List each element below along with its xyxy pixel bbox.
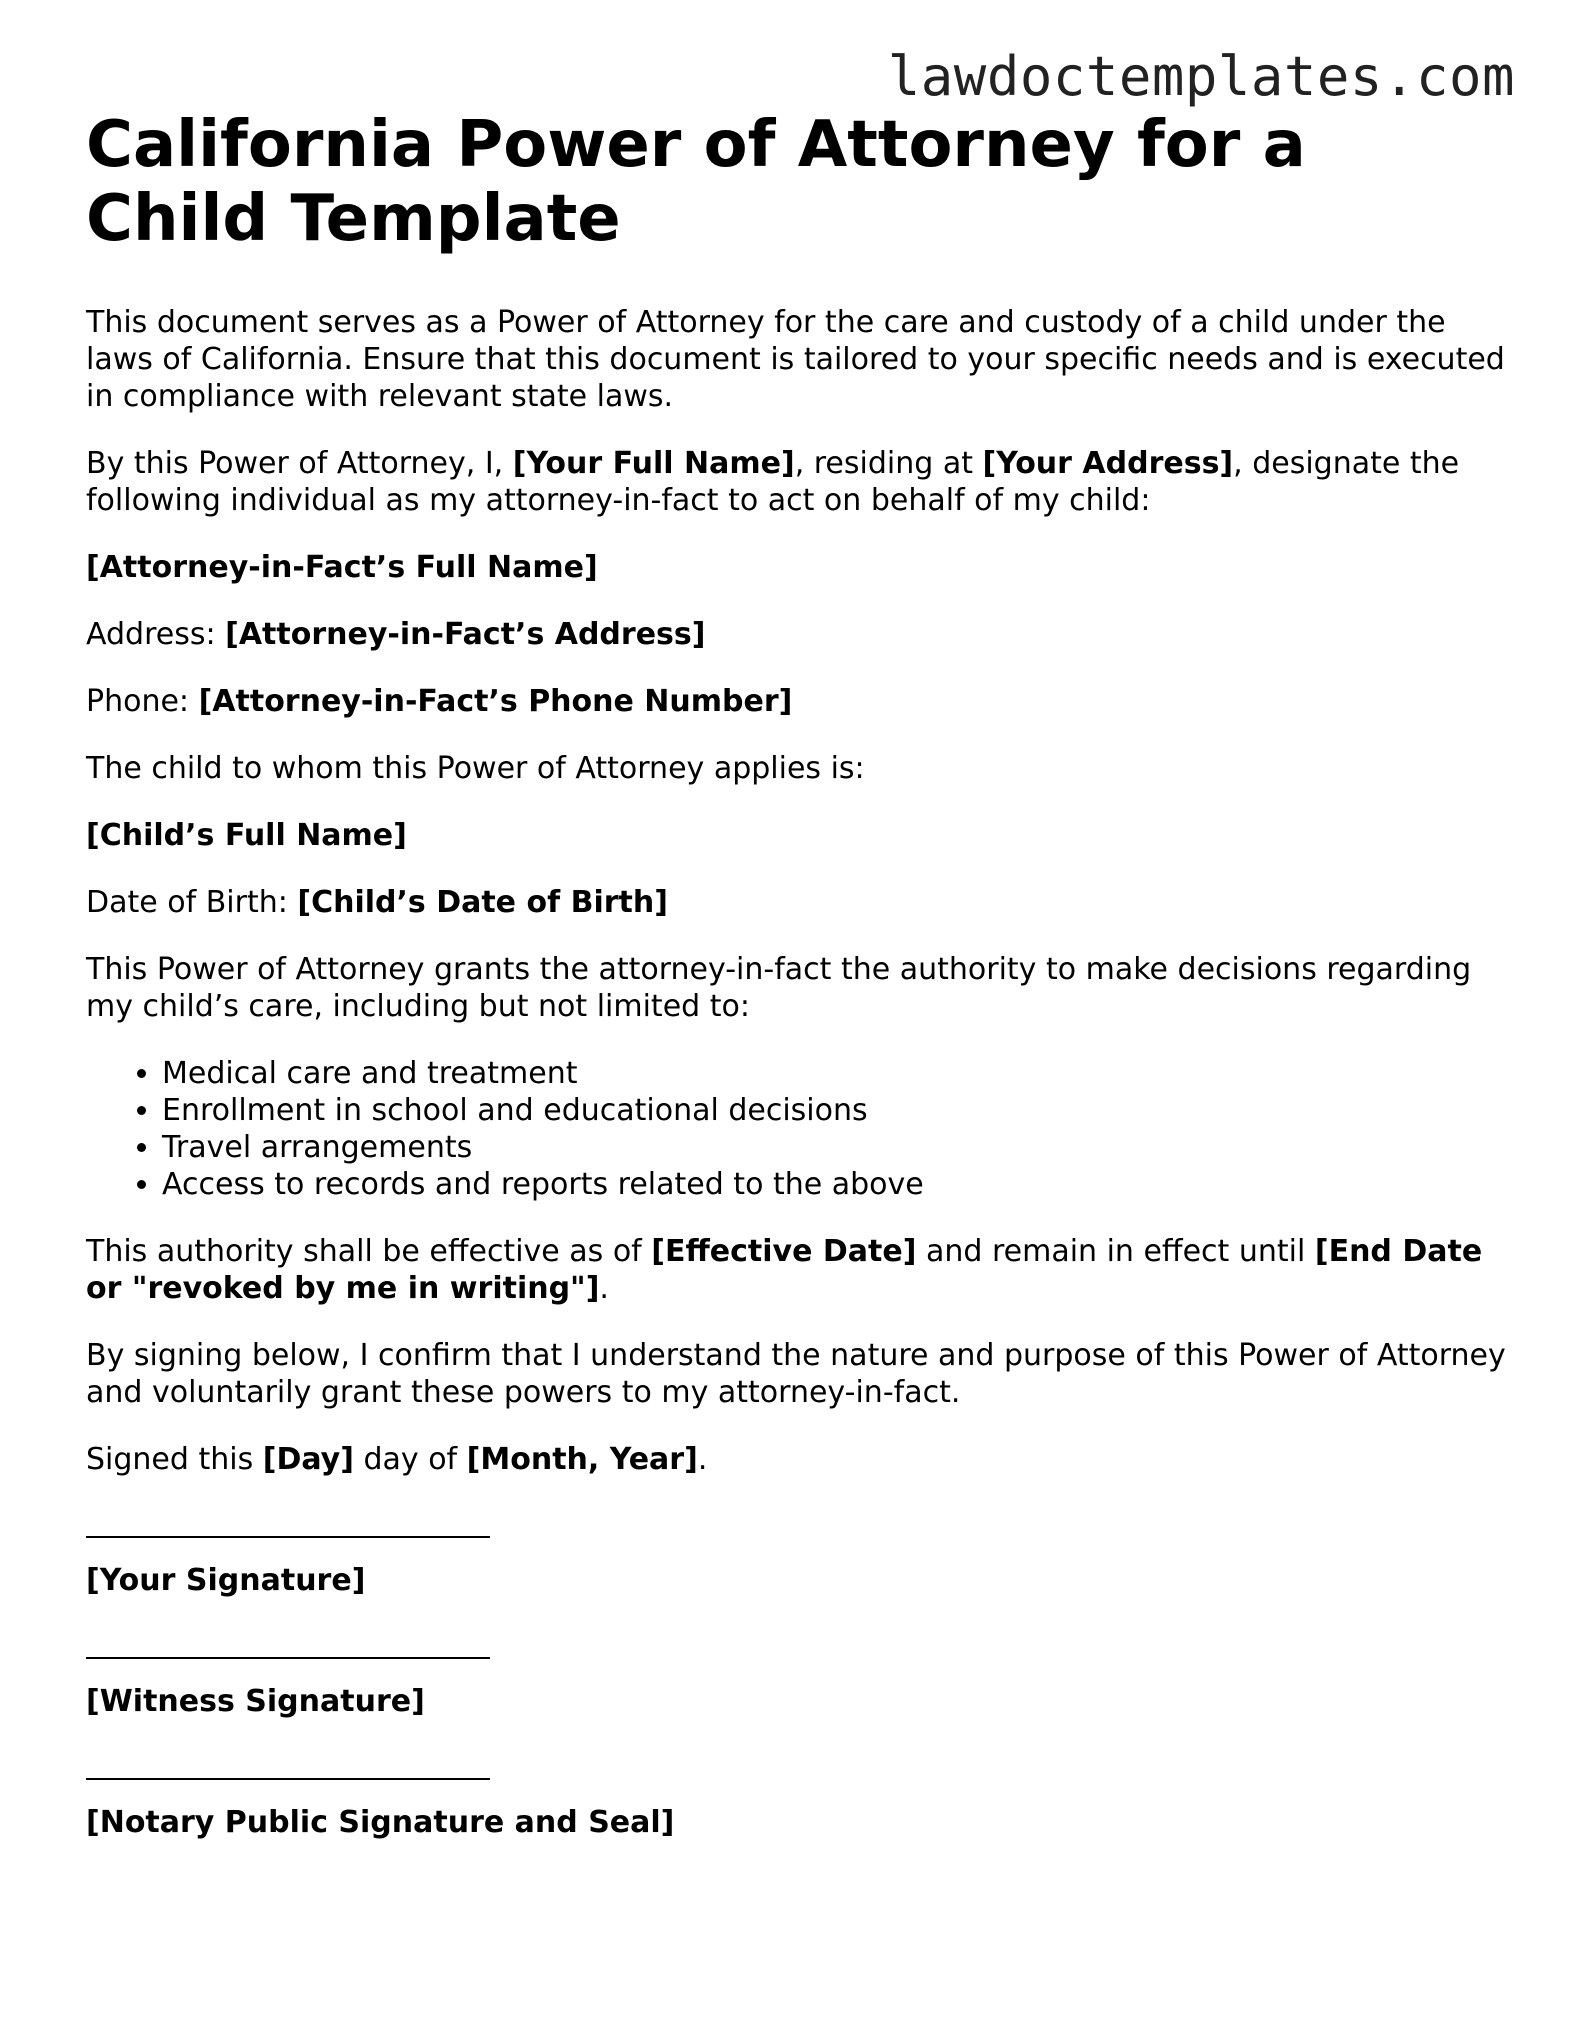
attorney-phone-placeholder: [Attorney-in-Fact’s Phone Number] (198, 684, 793, 719)
designation-text-3: , designate the following individual as my attorney-in-fact to act on behalf of my child: (86, 446, 1460, 518)
designation-text-1: By this Power of Attorney, I, (86, 446, 513, 481)
child-intro-paragraph: The child to whom this Power of Attorney applies is: (86, 751, 865, 786)
attorney-address-placeholder: [Attorney-in-Fact’s Address] (225, 617, 706, 652)
attorney-address-line (86, 616, 1506, 653)
child-dob-line (86, 884, 1506, 921)
notary-signature-text: [Notary Public Signature and Seal] (86, 1805, 675, 1840)
your-signature-text: [Your Signature] (86, 1563, 366, 1598)
notary-signature-line (86, 1778, 490, 1780)
list-item: • Access to records and reports related to the above (162, 1166, 1506, 1203)
effective-paragraph (86, 1233, 1506, 1307)
effective-text-2: and remain in effect until (916, 1234, 1315, 1269)
intro-paragraph: This document serves as a Power of Attorney for the care and custody of a child under the laws of California. Ensure that this document is tailored to your specific needs and is executed in compliance with relevant state laws. (86, 305, 1505, 414)
effective-text-3: . (599, 1271, 609, 1306)
effective-text-1: This authority shall be effective as of (86, 1234, 652, 1269)
designation-text-2: , residing at (794, 446, 983, 481)
end-date-placeholder: [End Date or "revoked by me in writing"] (86, 1234, 1483, 1306)
list-item: • Medical care and treatment (162, 1055, 1506, 1092)
document-title: California Power of Attorney for a Child Template (86, 108, 1306, 256)
signed-text-1: Signed this (86, 1442, 263, 1477)
signed-month-year-placeholder: [Month, Year] (466, 1442, 698, 1477)
effective-date-placeholder: [Effective Date] (651, 1234, 917, 1269)
child-name-line (86, 817, 1506, 854)
attorney-phone-line (86, 683, 1506, 720)
site-watermark: lawdoctemplates.com (887, 45, 1515, 108)
designation-paragraph (86, 445, 1506, 519)
list-item: • Enrollment in school and educational decisions (162, 1092, 1506, 1129)
your-signature-line (86, 1536, 490, 1538)
authority-list (86, 1055, 1506, 1203)
child-dob-label: Date of Birth: (86, 885, 298, 920)
witness-signature-line (86, 1657, 490, 1659)
child-name-placeholder: [Child’s Full Name] (86, 818, 407, 853)
confirmation-paragraph: By signing below, I confirm that I understand the nature and purpose of this Power of Attorney and voluntarily grant these powers to my attorney-in-fact. (86, 1338, 1506, 1410)
your-signature-label (86, 1562, 1506, 1599)
signed-text-2: day of (353, 1442, 467, 1477)
witness-signature-text: [Witness Signature] (86, 1684, 425, 1719)
signed-date-line (86, 1441, 1506, 1478)
child-dob-placeholder: [Child’s Date of Birth] (297, 885, 668, 920)
document-body (86, 108, 1506, 1841)
attorney-name-line (86, 549, 1506, 586)
principal-name-placeholder: [Your Full Name] (512, 446, 795, 481)
signed-day-placeholder: [Day] (262, 1442, 354, 1477)
attorney-name-placeholder: [Attorney-in-Fact’s Full Name] (86, 550, 598, 585)
attorney-phone-label: Phone: (86, 684, 199, 719)
list-item: • Travel arrangements (162, 1129, 1506, 1166)
witness-signature-label (86, 1683, 1506, 1720)
attorney-address-label: Address: (86, 617, 226, 652)
signed-text-3: . (697, 1442, 708, 1477)
principal-address-placeholder: [Your Address] (982, 446, 1234, 481)
notary-signature-label (86, 1804, 1506, 1841)
authority-intro-paragraph: This Power of Attorney grants the attorney-in-fact the authority to make decisions regarding my child’s care, including but not limited to: (86, 952, 1472, 1024)
